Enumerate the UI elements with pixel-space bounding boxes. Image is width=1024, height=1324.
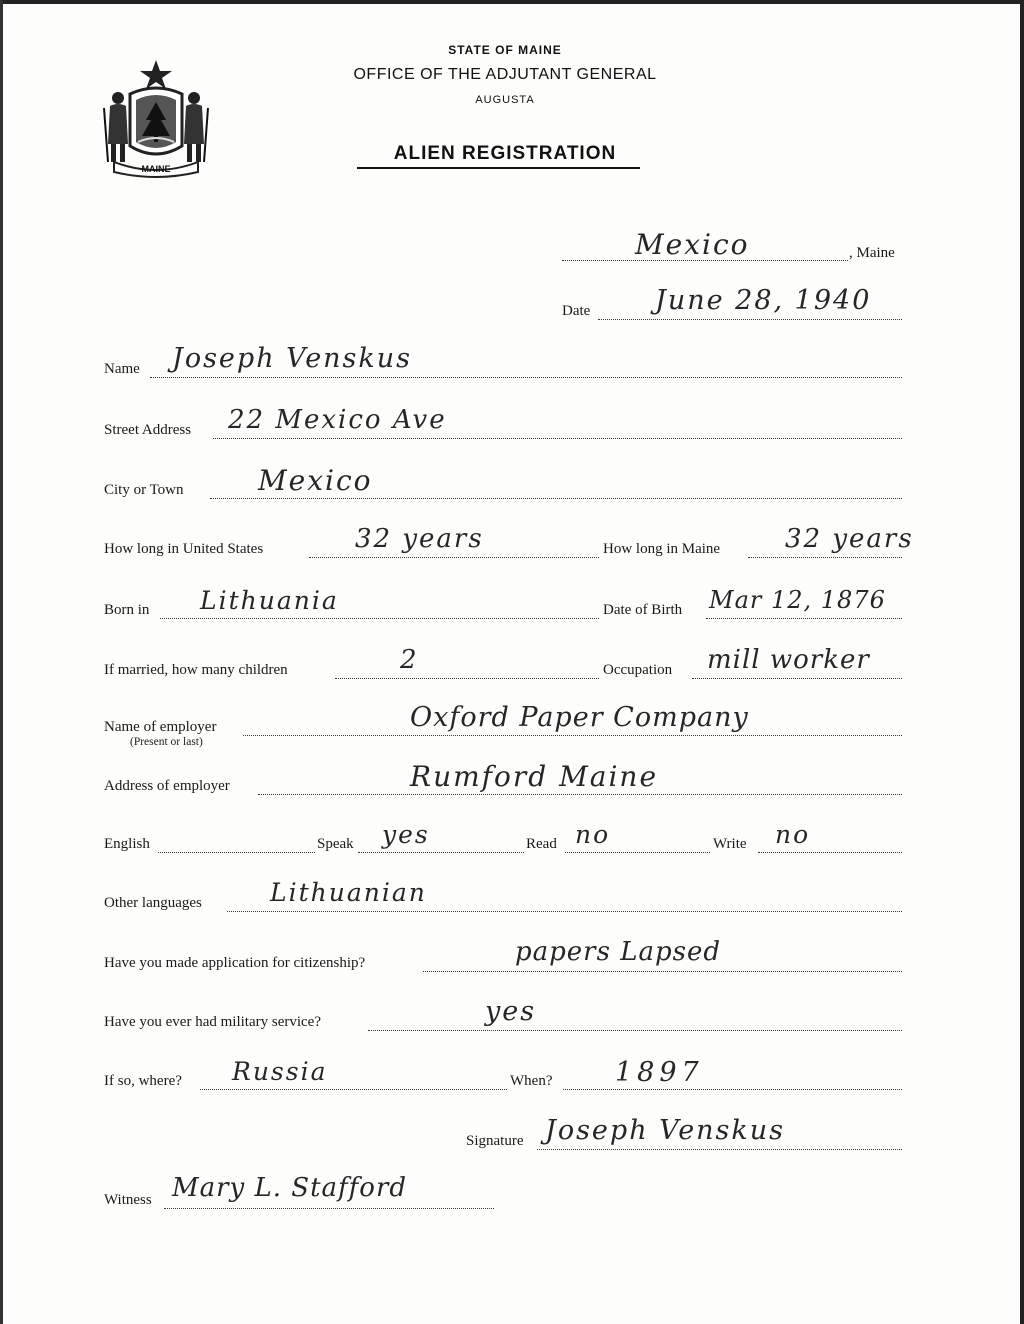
date-of-birth-label: Date of Birth — [603, 602, 683, 618]
born-in-label: Born in — [104, 602, 150, 618]
witness-label: Witness — [104, 1192, 152, 1208]
how-long-us-line — [309, 557, 599, 558]
born-in-value: Lithuania — [200, 586, 339, 615]
employer-value: Oxford Paper Company — [410, 702, 749, 733]
date-of-birth-line — [706, 618, 902, 619]
how-long-us-label: How long in United States — [104, 541, 264, 557]
place-suffix: , Maine — [849, 245, 895, 261]
military-value: yes — [485, 996, 537, 1027]
children-line — [335, 678, 599, 679]
date-line — [598, 319, 902, 320]
citizenship-value: papers Lapsed — [515, 937, 721, 967]
write-label: Write — [713, 836, 747, 852]
name-line — [150, 377, 902, 378]
children-value: 2 — [400, 645, 419, 675]
scan-border-left — [0, 0, 3, 1324]
how-long-maine-label: How long in Maine — [603, 541, 721, 557]
speak-value: yes — [382, 820, 430, 849]
name-value: Joseph Venskus — [172, 343, 413, 374]
signature-line — [537, 1149, 902, 1150]
read-label: Read — [526, 836, 557, 852]
other-languages-label: Other languages — [104, 895, 202, 911]
how-long-us-value: 32 years — [355, 524, 484, 554]
header-office: OFFICE OF THE ADJUTANT GENERAL — [353, 66, 657, 83]
date-value: June 28, 1940 — [655, 285, 872, 316]
signature-label: Signature — [466, 1133, 524, 1149]
when-line — [563, 1089, 902, 1090]
street-address-label: Street Address — [104, 422, 192, 438]
city-label: City or Town — [104, 482, 184, 498]
where-label: If so, where? — [104, 1073, 182, 1089]
occupation-label: Occupation — [603, 662, 673, 678]
scan-border-right — [1020, 0, 1024, 1324]
city-line — [210, 498, 902, 499]
street-address-line — [213, 438, 902, 439]
name-label: Name — [104, 361, 140, 377]
employer-address-value: Rumford Maine — [410, 760, 659, 793]
scan-border-top — [0, 0, 1024, 4]
employer-address-line — [258, 794, 902, 795]
when-label: When? — [510, 1073, 553, 1089]
how-long-maine-value: 32 years — [785, 524, 914, 554]
read-line — [565, 852, 710, 853]
citizenship-line — [423, 971, 902, 972]
signature-value: Joseph Venskus — [545, 1115, 786, 1146]
write-line — [758, 852, 902, 853]
witness-line — [164, 1208, 494, 1209]
witness-value: Mary L. Stafford — [172, 1173, 408, 1203]
speak-label: Speak — [317, 836, 354, 852]
header-city: AUGUSTA — [475, 94, 535, 106]
citizenship-label: Have you made application for citizenship? — [104, 955, 366, 971]
when-value: 1897 — [615, 1057, 704, 1088]
where-value: Russia — [232, 1057, 328, 1086]
english-label: English — [104, 836, 150, 852]
military-line — [368, 1030, 902, 1031]
date-label: Date — [562, 303, 591, 319]
military-label: Have you ever had military service? — [104, 1014, 321, 1030]
svg-text:MAINE: MAINE — [141, 164, 171, 174]
street-address-value: 22 Mexico Ave — [228, 405, 447, 435]
state-seal-icon — [100, 58, 212, 180]
header-state: STATE OF MAINE — [448, 43, 562, 57]
form-title: ALIEN REGISTRATION — [393, 143, 617, 164]
other-languages-value: Lithuanian — [270, 878, 427, 907]
english-line — [158, 852, 315, 853]
occupation-line — [692, 678, 902, 679]
speak-line — [358, 852, 524, 853]
city-value: Mexico — [258, 464, 373, 497]
employer-sublabel: (Present or last) — [130, 736, 203, 748]
read-value: no — [575, 820, 611, 849]
born-in-line — [160, 618, 599, 619]
children-label: If married, how many children — [104, 662, 288, 678]
employer-address-label: Address of employer — [104, 778, 230, 794]
place-value: Mexico — [635, 228, 750, 261]
write-value: no — [775, 820, 811, 849]
other-languages-line — [227, 911, 902, 912]
title-underline — [357, 167, 640, 169]
where-line — [200, 1089, 507, 1090]
how-long-maine-line — [748, 557, 902, 558]
employer-line — [243, 735, 902, 736]
employer-label: Name of employer — [104, 719, 217, 735]
occupation-value: mill worker — [707, 645, 870, 675]
date-of-birth-value: Mar 12, 1876 — [709, 586, 886, 614]
